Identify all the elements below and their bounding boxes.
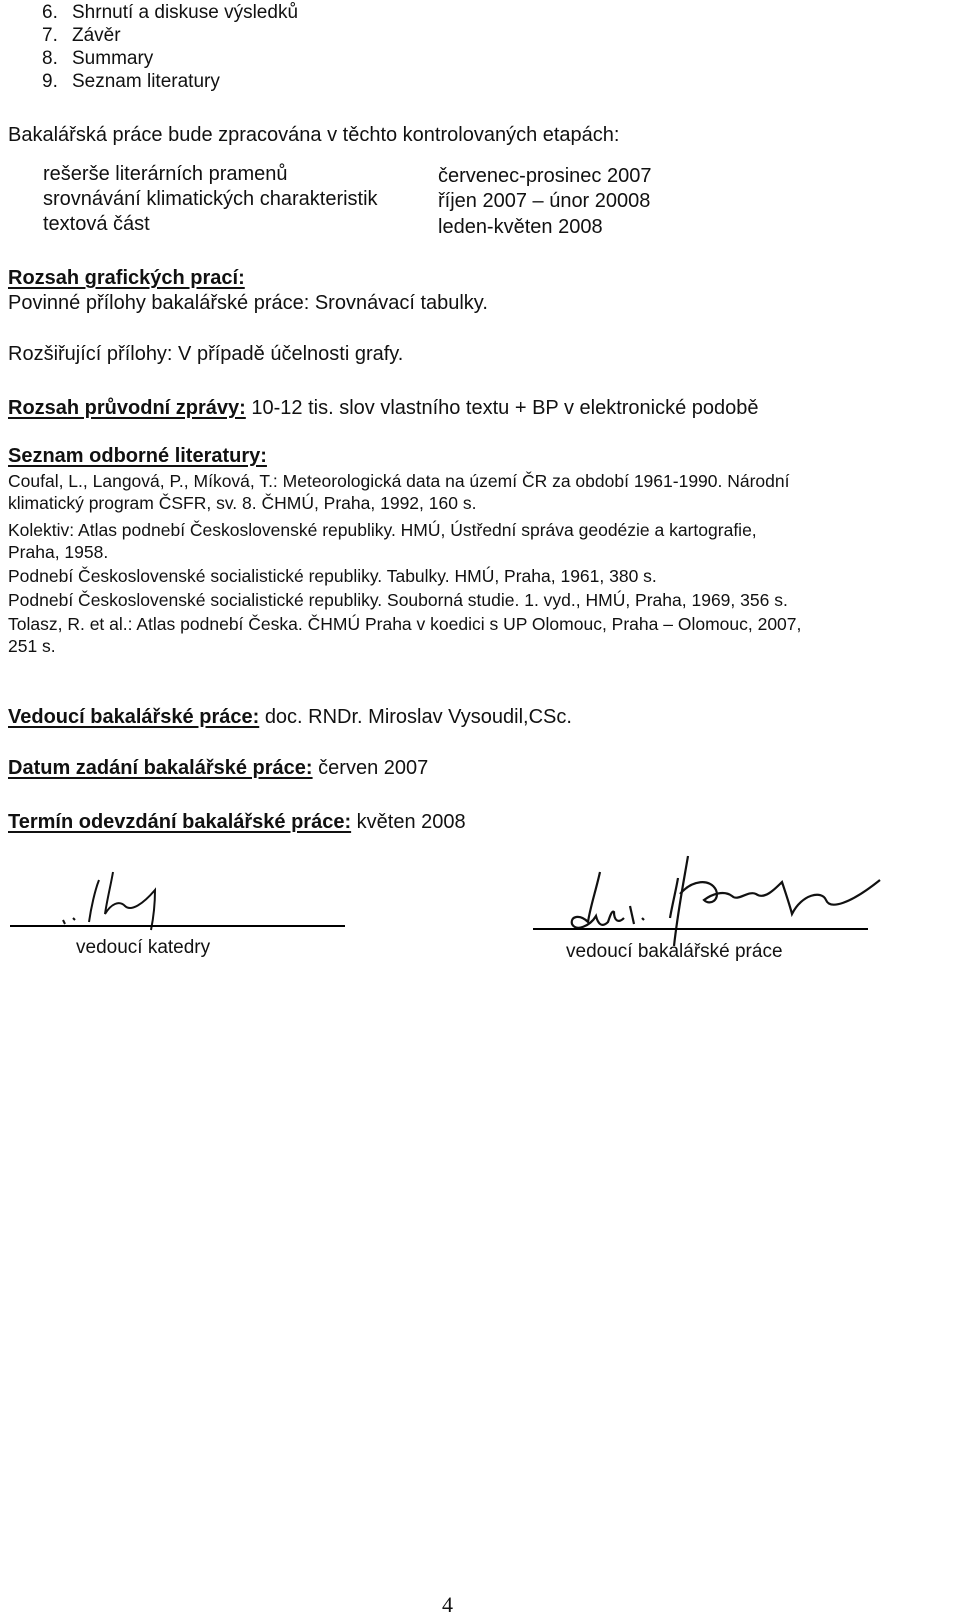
supervisor-label: Vedoucí bakalářské práce: (8, 706, 260, 728)
deadline-line (8, 811, 466, 833)
toc-item (42, 71, 220, 93)
toc-item-number: 8. (42, 48, 58, 69)
report-text: 10-12 tis. slov vlastního textu + BP v elektronické podobě (251, 397, 759, 419)
literature-line: 251 s. (8, 636, 56, 656)
stage-task: srovnávání klimatických charakteristik (43, 188, 378, 210)
deadline-label: Termín odevzdání bakalářské práce: (8, 811, 352, 833)
toc-item-number: 7. (42, 25, 58, 46)
page-number: 4 (442, 1592, 453, 1617)
report-heading: Rozsah průvodní zprávy: (8, 397, 246, 419)
toc-item-number: 9. (42, 71, 58, 92)
supervisor-value: doc. RNDr. Miroslav Vysoudil,CSc. (264, 706, 572, 728)
deadline-value: květen 2008 (356, 811, 466, 833)
signature-label-left: vedoucí katedry (76, 937, 211, 958)
graphics-mandatory: Povinné přílohy bakalářské práce: Srovnávací tabulky. (8, 292, 488, 314)
literature-line: Praha, 1958. (8, 542, 109, 562)
signature-line-right (533, 928, 868, 930)
handwritten-signature-left (55, 860, 205, 940)
stage-period: leden-květen 2008 (438, 216, 603, 238)
stage-task: rešerše literárních pramenů (43, 163, 288, 185)
stage-period: říjen 2007 – únor 20008 (438, 190, 651, 212)
report-line (8, 397, 759, 419)
literature-heading: Seznam odborné literatury: (8, 445, 267, 467)
stage-period: červenec-prosinec 2007 (438, 165, 652, 187)
literature-line: klimatický program ČSFR, sv. 8. ČHMÚ, Praha, 1992, 160 s. (8, 493, 477, 513)
literature-line: Tolasz, R. et al.: Atlas podnebí Česka. ČHMÚ Praha v koedici s UP Olomouc, Praha – Olomouc, 2007, (8, 614, 802, 634)
literature-line: Coufal, L., Langová, P., Míková, T.: Meteorologická data na území ČR za období 1961-1990. Národní (8, 471, 790, 491)
toc-item (42, 25, 121, 47)
assigned-line (8, 757, 428, 779)
toc-item-text: Závěr (72, 25, 121, 46)
signature-label-right: vedoucí bakalářské práce (566, 941, 783, 962)
toc-item-number: 6. (42, 2, 58, 23)
toc-item (42, 48, 153, 70)
handwritten-signature-right (560, 850, 890, 950)
literature-line: Kolektiv: Atlas podnebí Československé republiky. HMÚ, Ústřední správa geodézie a kartografie, (8, 520, 757, 540)
signature-line-left (10, 925, 345, 927)
graphics-extending: Rozšiřující přílohy: V případě účelnosti grafy. (8, 343, 404, 365)
literature-line: Podnebí Československé socialistické republiky. Tabulky. HMÚ, Praha, 1961, 380 s. (8, 566, 657, 586)
assigned-value: červen 2007 (318, 757, 429, 779)
literature-line: Podnebí Československé socialistické republiky. Souborná studie. 1. vyd., HMÚ, Praha, 1969, 356 s. (8, 590, 788, 610)
toc-item-text: Seznam literatury (72, 71, 220, 92)
stage-task: textová část (43, 213, 150, 235)
stages-intro: Bakalářská práce bude zpracována v těchto kontrolovaných etapách: (8, 124, 620, 146)
graphics-heading: Rozsah grafických prací: (8, 267, 245, 289)
supervisor-line (8, 706, 572, 728)
toc-item-text: Summary (72, 48, 154, 69)
assigned-label: Datum zadání bakalářské práce: (8, 757, 313, 779)
toc-item (42, 2, 298, 24)
toc-item-text: Shrnutí a diskuse výsledků (72, 2, 299, 23)
